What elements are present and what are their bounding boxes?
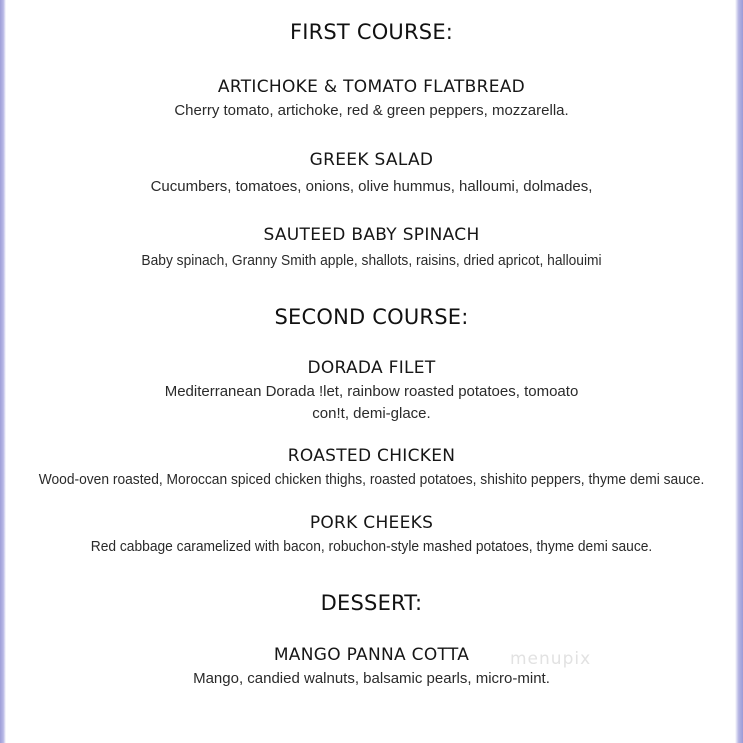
dish-name-mango-panna-cotta: MANGO PANNA COTTA <box>273 645 470 665</box>
dish-description-artichoke-flatbread: Cherry tomato, artichoke, red & green peppers, mozzarella. <box>174 102 569 119</box>
dish-description-dorada-filet-line1: Mediterranean Dorada !let, rainbow roasted potatoes, tomoato <box>164 383 579 400</box>
first-course-heading: FIRST COURSE: <box>289 20 454 44</box>
dish-description-roasted-chicken: Wood-oven roasted, Moroccan spiced chicken thighs, roasted potatoes, shishito peppers, thyme demi sauce. <box>38 471 705 488</box>
dish-name-greek-salad: GREEK SALAD <box>309 150 434 170</box>
dish-name-sauteed-spinach: SAUTEED BABY SPINACH <box>263 225 480 245</box>
dish-description-sauteed-spinach: Baby spinach, Granny Smith apple, shallots, raisins, dried apricot, hallouimi <box>141 252 602 269</box>
dessert-heading: DESSERT: <box>320 591 423 615</box>
dish-description-mango-panna-cotta: Mango, candied walnuts, balsamic pearls, micro-mint. <box>193 670 550 687</box>
dish-name-pork-cheeks: PORK CHEEKS <box>309 513 434 533</box>
dish-description-dorada-filet-line2: con!t, demi-glace. <box>312 405 431 422</box>
dish-description-greek-salad: Cucumbers, tomatoes, onions, olive hummus, halloumi, dolmades, <box>150 178 593 195</box>
dish-name-artichoke-flatbread: ARTICHOKE & TOMATO FLATBREAD <box>217 77 526 97</box>
dish-name-dorada-filet: DORADA FILET <box>307 358 436 378</box>
menupix-watermark: menupix <box>510 649 592 669</box>
dish-description-pork-cheeks: Red cabbage caramelized with bacon, robuchon-style mashed potatoes, thyme demi sauce. <box>90 538 653 555</box>
dish-name-roasted-chicken: ROASTED CHICKEN <box>287 446 456 466</box>
second-course-heading: SECOND COURSE: <box>274 305 469 329</box>
